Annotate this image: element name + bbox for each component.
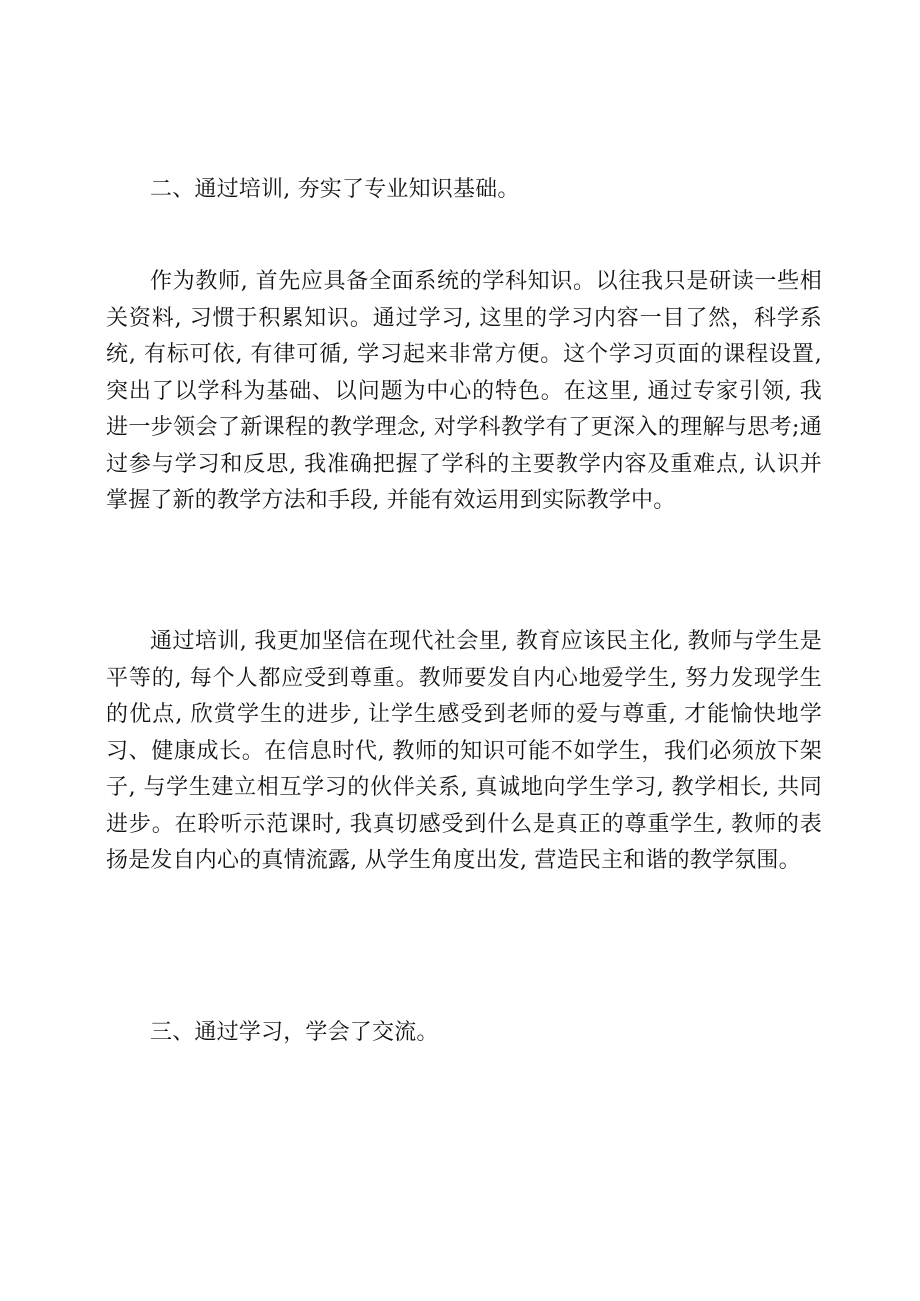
section-heading-two: 二、通过培训, 夯实了专业知识基础。 [150, 177, 520, 202]
section-heading-three: 三、通过学习，学会了交流。 [150, 1020, 439, 1045]
paragraph-respect-students: 通过培训, 我更加坚信在现代社会里, 教育应该民主化, 教师与学生是平等的, 每个人都应受到尊重。教师要发自内心地爱学生, 努力发现学生的优点, 欣赏学生的进步, 让学生感受到老师的爱与尊重, 才能愉快地学习、健康成长。在信息时代, 教师的知识可能不如学生，我们必须放下架子, 与学生建立相互学习的伙伴关系, 真诚地向学生学习, 教学相长, 共同进步。在聆听示范课时, 我真切感受到什么是真正的尊重学生, 教师的表扬是发自内心的真情流露, 从学生角度出发, 营造民主和谐的教学氛围。 [106, 629, 822, 873]
paragraph-subject-knowledge: 作为教师, 首先应具备全面系统的学科知识。以往我只是研读一些相关资料, 习惯于积累知识。通过学习, 这里的学习内容一目了然，科学系统, 有标可依, 有律可循, 学习起来非常方便。这个学习页面的课程设置, 突出了以学科为基础、以问题为中心的特色。在这里, 通过专家引领, 我进一步领会了新课程的教学理念, 对学科教学有了更深入的理解与思考;通过参与学习和反思, 我准确把握了学科的主要教学内容及重难点, 认识并掌握了新的教学方法和手段, 并能有效运用到实际教学中。 [106, 269, 822, 513]
